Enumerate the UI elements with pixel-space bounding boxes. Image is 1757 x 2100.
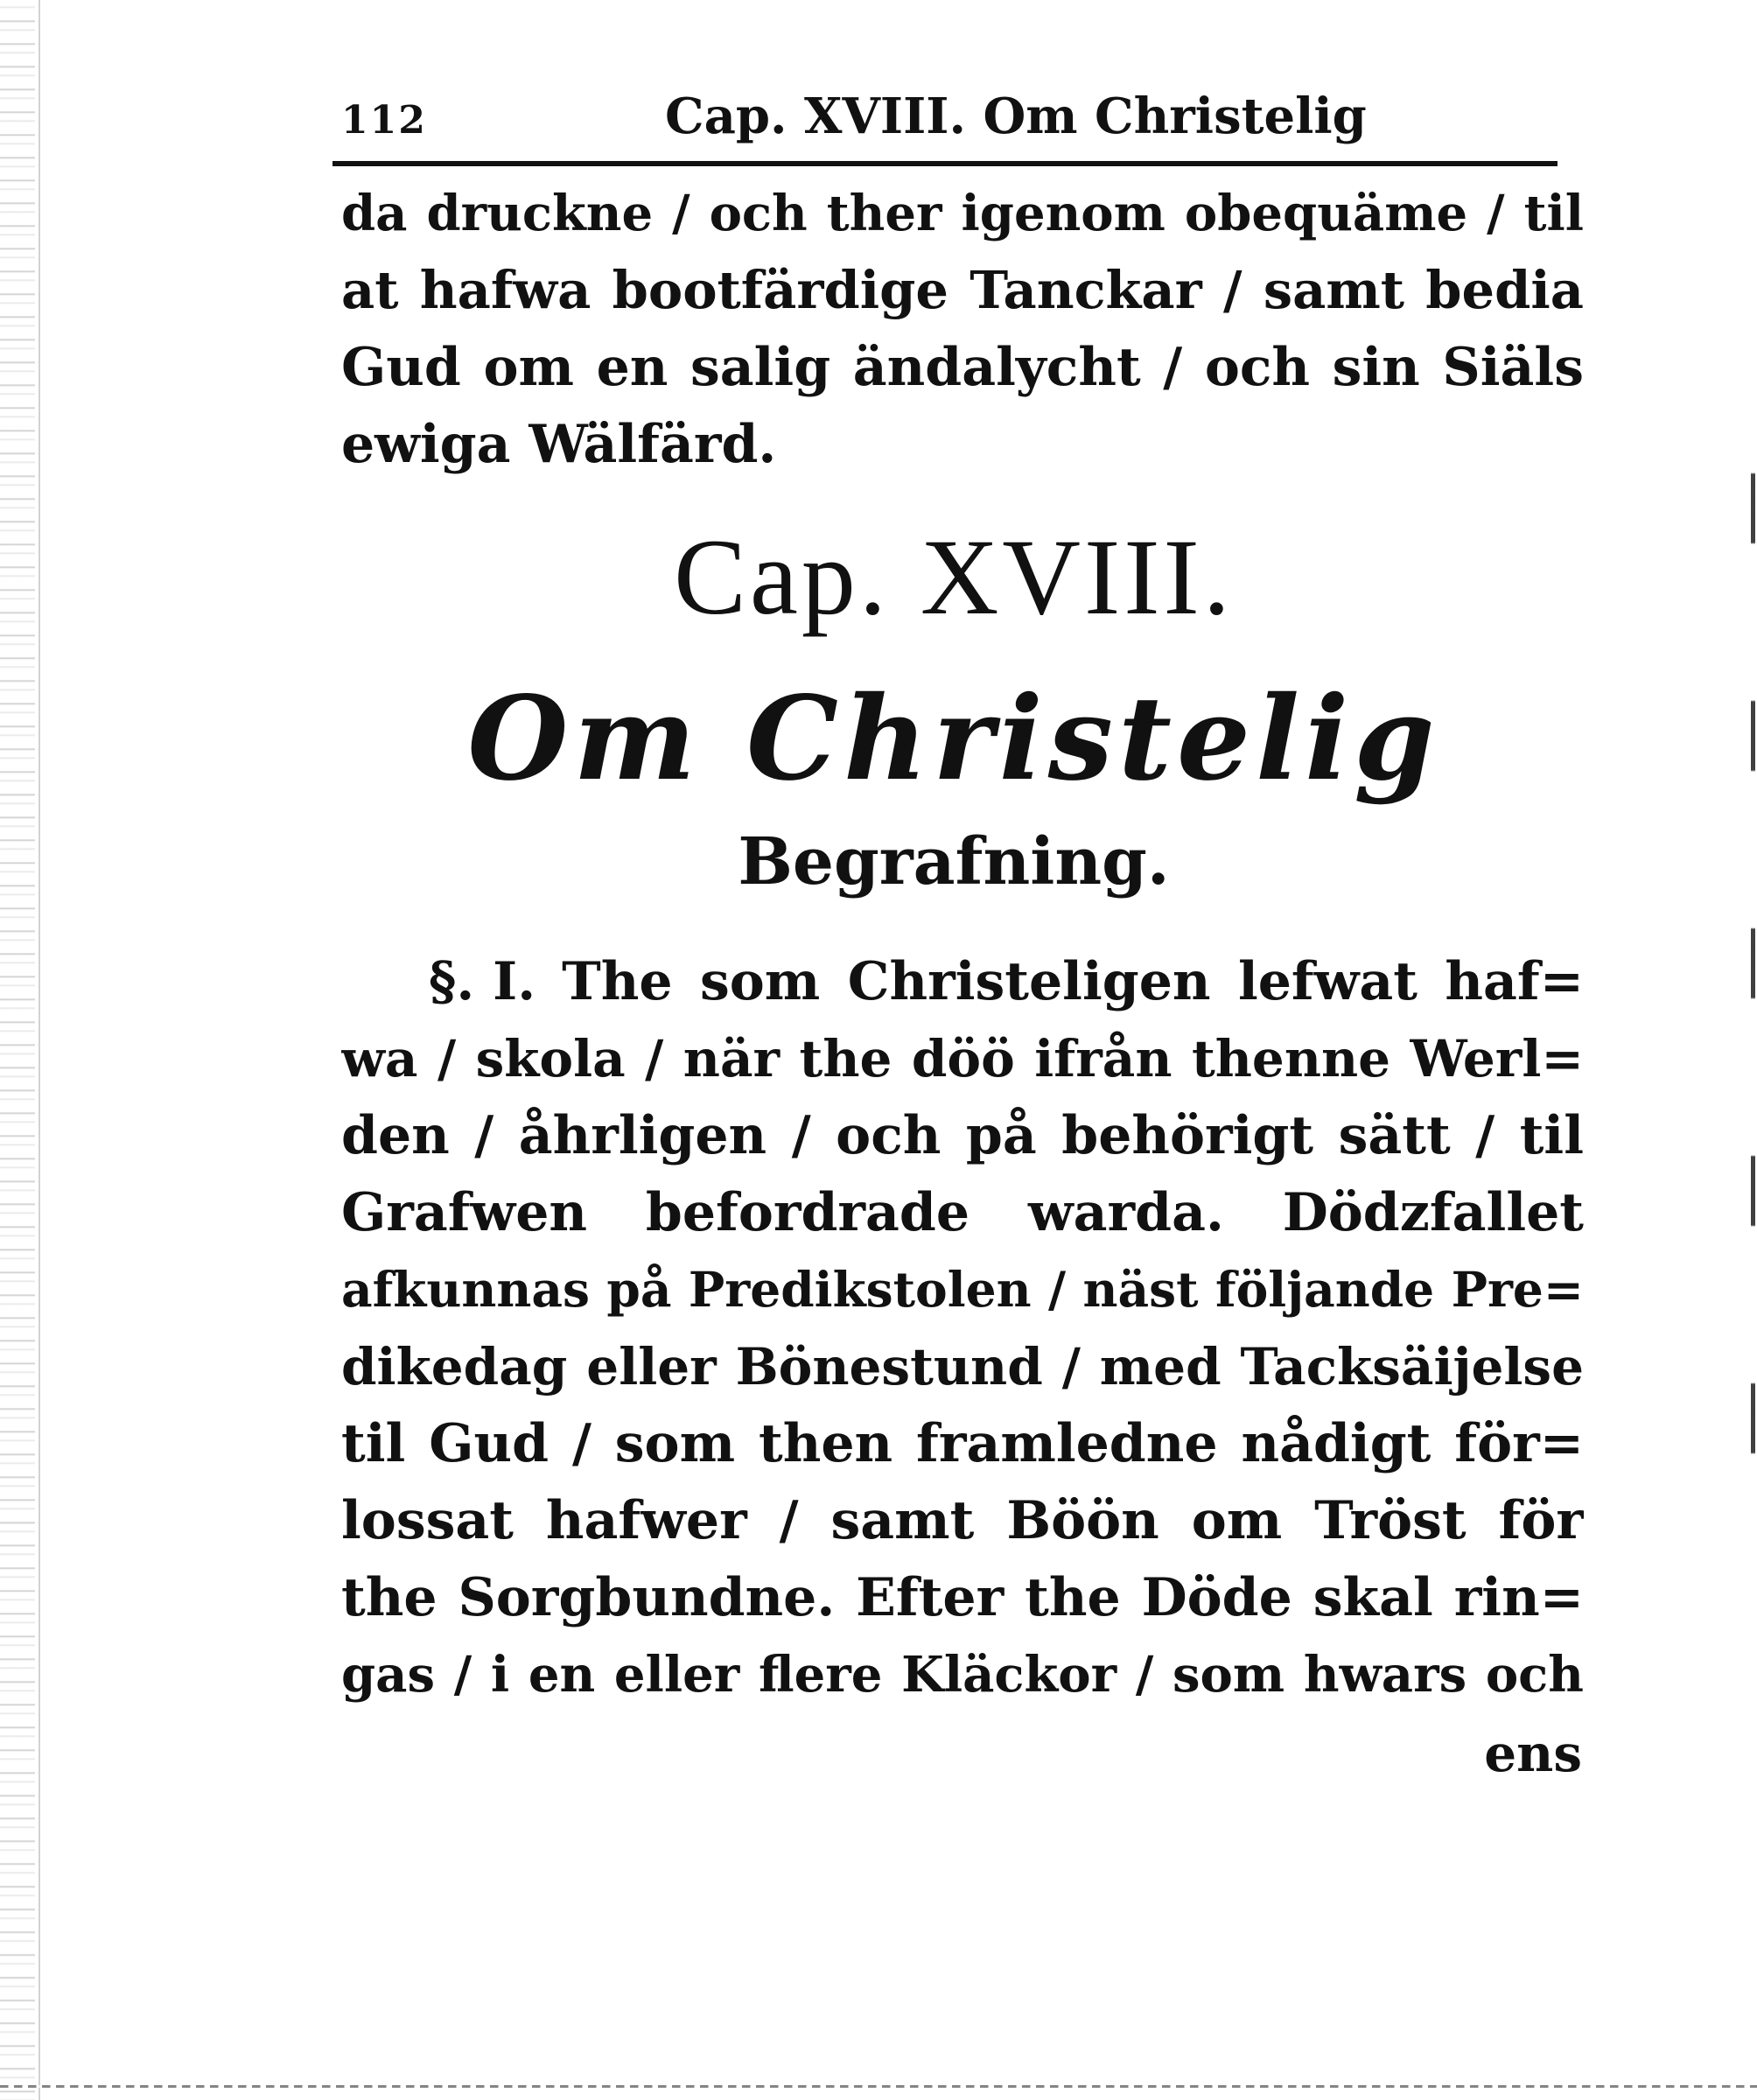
section-mark: §. I. xyxy=(429,951,536,1012)
chapter-subtitle: Begrafning. xyxy=(738,824,1170,900)
header-rule xyxy=(332,161,1558,166)
text-line: Gud om en salig ändalycht / och sin Siäls xyxy=(341,337,1584,398)
text-line: Grafwen befordrade warda. Dödzfallet xyxy=(341,1182,1584,1243)
top-paragraph xyxy=(341,175,1584,483)
text-line: lossat hafwer / samt Böön om Tröst för xyxy=(341,1490,1584,1551)
text-line: wa / skola / när the döö ifrån thenne Werl= xyxy=(341,1029,1584,1088)
page-number: 112 xyxy=(341,98,427,143)
running-title: Cap. XVIII. Om Christelig xyxy=(665,88,1367,145)
text-line: afkunnas på Predikstolen / näst följande Pre= xyxy=(341,1261,1584,1318)
chapter-title: Om Christelig xyxy=(467,671,1440,807)
text-line: gas / i en eller flere Kläckor / som hwars och xyxy=(341,1646,1584,1704)
text-line: at hafwa bootfärdige Tanckar / samt bedia xyxy=(341,260,1584,320)
text-line: da druckne / och ther igenom obequäme / til xyxy=(341,185,1584,242)
scan-margin-line xyxy=(38,0,40,2100)
first-line-text: The som Christeligen lefwat haf= xyxy=(562,951,1584,1012)
text-line xyxy=(341,943,1584,1020)
text-line: den / åhrligen / och på behörigt sätt / til xyxy=(341,1105,1584,1166)
scan-bottom-edge xyxy=(0,2085,1757,2088)
chapter-number: Cap. XVIII. xyxy=(674,517,1234,637)
scan-right-edge xyxy=(1751,420,1755,1575)
text-line: til Gud / som then framledne nådigt för= xyxy=(341,1413,1584,1474)
text-line: the Sorgbundne. Efter the Döde skal rin= xyxy=(341,1567,1584,1628)
text-line: ewiga Wälfärd. xyxy=(341,414,777,475)
section-1-paragraph xyxy=(341,943,1584,1713)
catchword: ens xyxy=(1484,1724,1582,1783)
scan-margin-noise xyxy=(0,0,35,2100)
text-line: dikedag eller Bönestund / med Tacksäijelse xyxy=(341,1337,1584,1396)
page-header xyxy=(332,88,1558,158)
